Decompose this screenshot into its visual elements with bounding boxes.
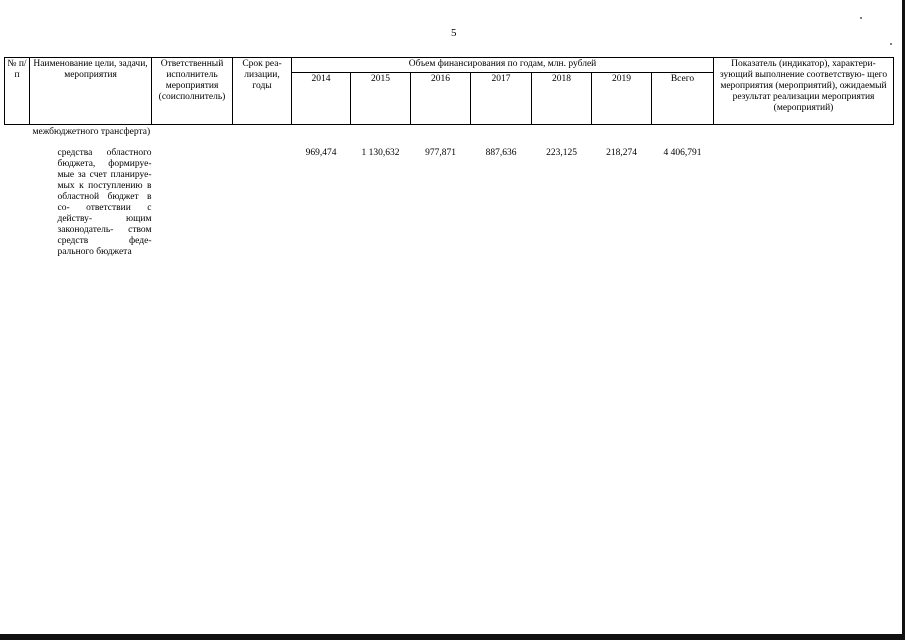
row-value: [532, 125, 592, 139]
row-value: 218,274: [606, 148, 637, 158]
row-name: межбюджетного трансферта): [32, 127, 151, 137]
header-year-2016: 2016: [411, 73, 471, 125]
row-value: 969,474: [305, 148, 337, 158]
header-year-2014: 2014: [292, 73, 351, 125]
page-number: 5: [451, 27, 457, 39]
row-value: [411, 125, 471, 139]
row-value: 1 130,632: [361, 148, 400, 158]
header-year-2015: 2015: [351, 73, 411, 125]
header-name: Наименование цели, задачи, мероприятия: [30, 58, 152, 125]
row-value: [292, 125, 351, 139]
row-value: [471, 125, 532, 139]
row-value: 887,636: [485, 148, 517, 158]
row-name: средства областного бюджета, формируе- мые за счет планируе- мых к поступлению в областной бюджет в со- ответствии с действу- ющим законодатель- ством средств феде- рального бюджета: [57, 148, 152, 257]
row-value: 977,871: [425, 148, 456, 158]
funding-table: [4, 57, 894, 258]
row-value: [592, 125, 652, 139]
scan-speck: [860, 17, 862, 19]
row-value: [351, 125, 411, 139]
header-year-2017: 2017: [471, 73, 532, 125]
table-row: [5, 125, 894, 139]
header-year-2018: 2018: [532, 73, 592, 125]
scan-edge-bottom: [0, 634, 905, 640]
header-funding-group: Объем финансирования по годам, млн. рублей: [292, 58, 714, 73]
row-value: 223,125: [546, 148, 577, 158]
header-total: Всего: [652, 73, 714, 125]
header-indicator: Показатель (индикатор), характери- зующий выполнение соответствую- щего мероприятия (мероприятий), ожидаемый результат реализации мероприятия (мероприятий): [714, 58, 894, 125]
row-value: 4 406,791: [663, 148, 702, 158]
header-year-2019: 2019: [592, 73, 652, 125]
table-row: [5, 148, 894, 258]
header-responsible: Ответственный исполнитель мероприятия (соисполнитель): [152, 58, 233, 125]
header-num: № п/п: [5, 58, 30, 125]
header-term: Срок реа- лизации, годы: [233, 58, 292, 125]
row-value: [652, 125, 714, 139]
scan-speck: [890, 43, 892, 45]
